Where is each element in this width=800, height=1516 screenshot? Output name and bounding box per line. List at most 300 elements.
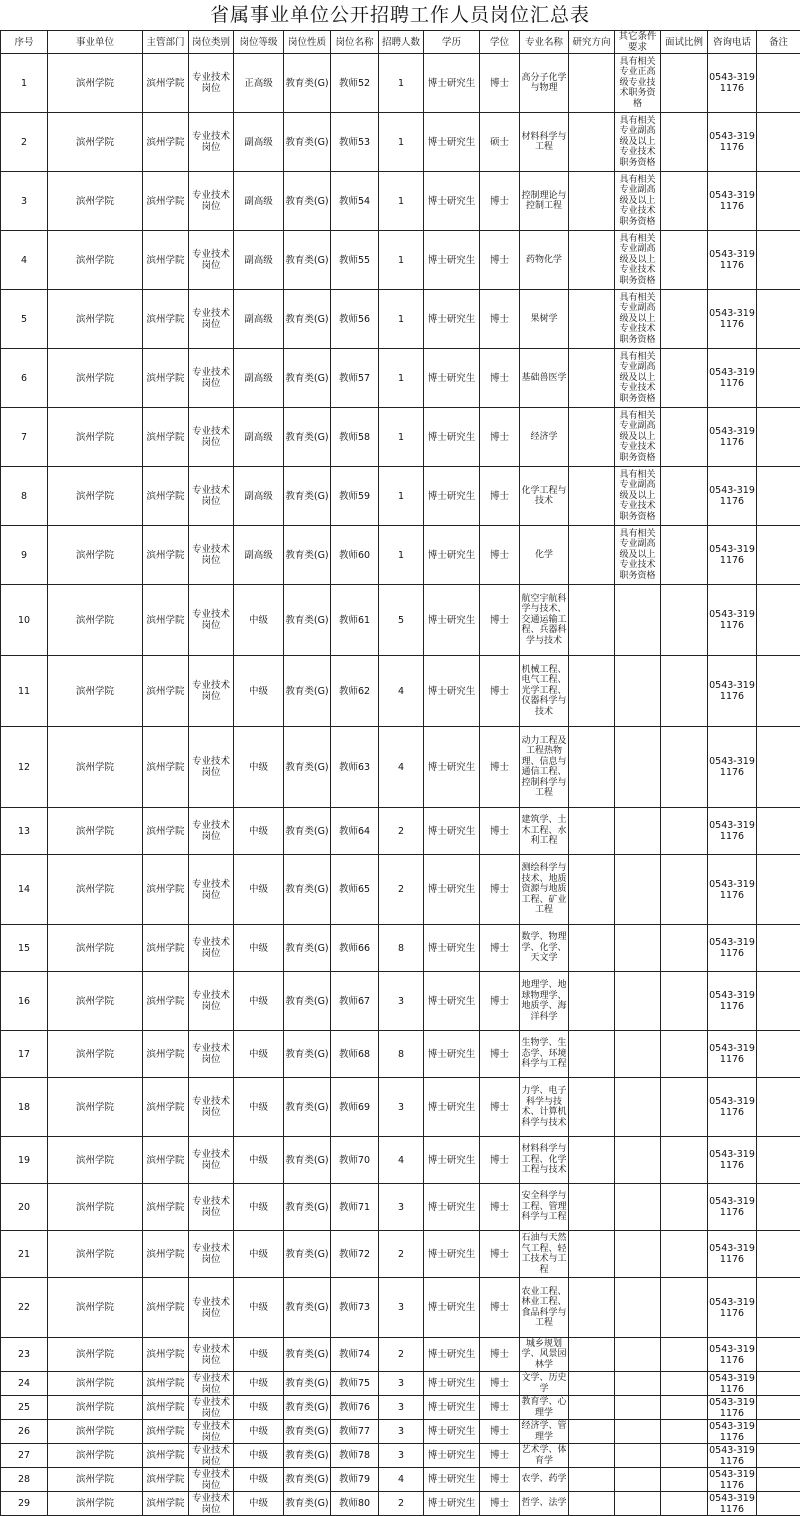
cell-interview-ratio bbox=[661, 585, 708, 656]
cell-requirements bbox=[615, 1444, 661, 1468]
table-row bbox=[1, 526, 800, 585]
cell-dept: 滨州学院 bbox=[143, 656, 189, 727]
cell-direction bbox=[569, 1492, 615, 1516]
cell-unit: 滨州学院 bbox=[48, 972, 143, 1031]
cell-count: 1 bbox=[379, 467, 424, 526]
cell-education: 博士研究生 bbox=[424, 1278, 480, 1338]
cell-interview-ratio bbox=[661, 1396, 708, 1420]
cell-category: 专业技术岗位 bbox=[189, 1420, 234, 1444]
cell-major: 化学工程与技术 bbox=[520, 467, 569, 526]
cell-education: 博士研究生 bbox=[424, 972, 480, 1031]
cell-unit: 滨州学院 bbox=[48, 467, 143, 526]
cell-education: 博士研究生 bbox=[424, 585, 480, 656]
column-header: 面试比例 bbox=[661, 31, 708, 54]
cell-interview-ratio bbox=[661, 1278, 708, 1338]
cell-notes bbox=[757, 290, 800, 349]
cell-nature: 教育类(G) bbox=[284, 113, 331, 172]
cell-notes bbox=[757, 1137, 800, 1184]
cell-count: 3 bbox=[379, 1278, 424, 1338]
cell-category: 专业技术岗位 bbox=[189, 1137, 234, 1184]
cell-phone: 0543-3191176 bbox=[708, 1278, 757, 1338]
cell-count: 3 bbox=[379, 1420, 424, 1444]
table-row bbox=[1, 1031, 800, 1078]
cell-dept: 滨州学院 bbox=[143, 925, 189, 972]
cell-direction bbox=[569, 972, 615, 1031]
cell-requirements bbox=[615, 1338, 661, 1372]
cell-category: 专业技术岗位 bbox=[189, 1396, 234, 1420]
table-row bbox=[1, 1420, 800, 1444]
cell-nature: 教育类(G) bbox=[284, 1444, 331, 1468]
cell-direction bbox=[569, 1444, 615, 1468]
cell-phone: 0543-3191176 bbox=[708, 526, 757, 585]
cell-nature: 教育类(G) bbox=[284, 172, 331, 231]
cell-phone: 0543-3191176 bbox=[708, 172, 757, 231]
column-header: 事业单位 bbox=[48, 31, 143, 54]
table-row bbox=[1, 808, 800, 855]
cell-dept: 滨州学院 bbox=[143, 349, 189, 408]
cell-position: 教师79 bbox=[331, 1468, 379, 1492]
cell-unit: 滨州学院 bbox=[48, 1137, 143, 1184]
cell-unit: 滨州学院 bbox=[48, 1492, 143, 1516]
cell-index: 29 bbox=[1, 1492, 48, 1516]
cell-requirements bbox=[615, 1492, 661, 1516]
cell-unit: 滨州学院 bbox=[48, 925, 143, 972]
cell-direction bbox=[569, 113, 615, 172]
cell-position: 教师66 bbox=[331, 925, 379, 972]
cell-requirements bbox=[615, 1468, 661, 1492]
cell-count: 4 bbox=[379, 656, 424, 727]
cell-notes bbox=[757, 808, 800, 855]
cell-phone: 0543-3191176 bbox=[708, 656, 757, 727]
cell-count: 1 bbox=[379, 349, 424, 408]
cell-dept: 滨州学院 bbox=[143, 1492, 189, 1516]
cell-education: 博士研究生 bbox=[424, 1444, 480, 1468]
cell-grade: 中级 bbox=[234, 1492, 284, 1516]
cell-position: 教师75 bbox=[331, 1372, 379, 1396]
cell-nature: 教育类(G) bbox=[284, 467, 331, 526]
cell-phone: 0543-3191176 bbox=[708, 585, 757, 656]
cell-education: 博士研究生 bbox=[424, 1492, 480, 1516]
cell-degree: 博士 bbox=[480, 1372, 520, 1396]
cell-direction bbox=[569, 925, 615, 972]
cell-major: 安全科学与工程、管理科学与工程 bbox=[520, 1184, 569, 1231]
cell-count: 1 bbox=[379, 290, 424, 349]
cell-dept: 滨州学院 bbox=[143, 231, 189, 290]
cell-direction bbox=[569, 1278, 615, 1338]
cell-nature: 教育类(G) bbox=[284, 1338, 331, 1372]
cell-grade: 中级 bbox=[234, 925, 284, 972]
cell-count: 4 bbox=[379, 1468, 424, 1492]
column-header: 岗位性质 bbox=[284, 31, 331, 54]
cell-grade: 副高级 bbox=[234, 290, 284, 349]
cell-nature: 教育类(G) bbox=[284, 1468, 331, 1492]
cell-education: 博士研究生 bbox=[424, 113, 480, 172]
cell-degree: 博士 bbox=[480, 727, 520, 808]
cell-dept: 滨州学院 bbox=[143, 1137, 189, 1184]
cell-index: 7 bbox=[1, 408, 48, 467]
cell-degree: 博士 bbox=[480, 1420, 520, 1444]
cell-direction bbox=[569, 585, 615, 656]
cell-education: 博士研究生 bbox=[424, 467, 480, 526]
cell-direction bbox=[569, 172, 615, 231]
cell-degree: 博士 bbox=[480, 408, 520, 467]
cell-unit: 滨州学院 bbox=[48, 231, 143, 290]
cell-major: 化学 bbox=[520, 526, 569, 585]
cell-grade: 副高级 bbox=[234, 526, 284, 585]
cell-requirements: 具有相关专业副高级及以上专业技术职务资格 bbox=[615, 467, 661, 526]
cell-unit: 滨州学院 bbox=[48, 656, 143, 727]
cell-interview-ratio bbox=[661, 1492, 708, 1516]
cell-degree: 博士 bbox=[480, 1444, 520, 1468]
cell-phone: 0543-3191176 bbox=[708, 467, 757, 526]
cell-grade: 正高级 bbox=[234, 54, 284, 113]
cell-unit: 滨州学院 bbox=[48, 808, 143, 855]
table-row bbox=[1, 1492, 800, 1516]
cell-requirements bbox=[615, 1137, 661, 1184]
cell-count: 2 bbox=[379, 1492, 424, 1516]
cell-interview-ratio bbox=[661, 1468, 708, 1492]
cell-category: 专业技术岗位 bbox=[189, 727, 234, 808]
cell-interview-ratio bbox=[661, 349, 708, 408]
cell-interview-ratio bbox=[661, 1372, 708, 1396]
cell-major: 农学、药学 bbox=[520, 1468, 569, 1492]
cell-interview-ratio bbox=[661, 290, 708, 349]
cell-grade: 副高级 bbox=[234, 349, 284, 408]
column-header: 咨询电话 bbox=[708, 31, 757, 54]
cell-count: 2 bbox=[379, 808, 424, 855]
cell-direction bbox=[569, 1078, 615, 1137]
cell-grade: 中级 bbox=[234, 1396, 284, 1420]
cell-count: 1 bbox=[379, 408, 424, 467]
cell-notes bbox=[757, 727, 800, 808]
cell-notes bbox=[757, 349, 800, 408]
cell-phone: 0543-3191176 bbox=[708, 1338, 757, 1372]
cell-count: 2 bbox=[379, 1231, 424, 1278]
cell-dept: 滨州学院 bbox=[143, 290, 189, 349]
table-row bbox=[1, 727, 800, 808]
cell-grade: 中级 bbox=[234, 1444, 284, 1468]
cell-notes bbox=[757, 1338, 800, 1372]
cell-requirements bbox=[615, 925, 661, 972]
cell-index: 3 bbox=[1, 172, 48, 231]
cell-degree: 博士 bbox=[480, 1492, 520, 1516]
cell-notes bbox=[757, 172, 800, 231]
cell-requirements bbox=[615, 1372, 661, 1396]
cell-direction bbox=[569, 1372, 615, 1396]
cell-degree: 博士 bbox=[480, 290, 520, 349]
cell-grade: 中级 bbox=[234, 855, 284, 925]
cell-degree: 博士 bbox=[480, 526, 520, 585]
cell-education: 博士研究生 bbox=[424, 408, 480, 467]
cell-degree: 博士 bbox=[480, 925, 520, 972]
cell-grade: 中级 bbox=[234, 1184, 284, 1231]
cell-grade: 中级 bbox=[234, 972, 284, 1031]
cell-notes bbox=[757, 54, 800, 113]
table-row bbox=[1, 1338, 800, 1372]
cell-direction bbox=[569, 1396, 615, 1420]
cell-major: 机械工程、电气工程、光学工程、仪器科学与技术 bbox=[520, 656, 569, 727]
cell-phone: 0543-3191176 bbox=[708, 113, 757, 172]
cell-phone: 0543-3191176 bbox=[708, 855, 757, 925]
cell-count: 1 bbox=[379, 113, 424, 172]
cell-phone: 0543-3191176 bbox=[708, 1420, 757, 1444]
cell-notes bbox=[757, 585, 800, 656]
cell-nature: 教育类(G) bbox=[284, 526, 331, 585]
table-row bbox=[1, 1468, 800, 1492]
cell-requirements: 具有相关专业副高级及以上专业技术职务资格 bbox=[615, 526, 661, 585]
cell-category: 专业技术岗位 bbox=[189, 1184, 234, 1231]
cell-major: 基础兽医学 bbox=[520, 349, 569, 408]
cell-degree: 博士 bbox=[480, 855, 520, 925]
cell-dept: 滨州学院 bbox=[143, 54, 189, 113]
cell-nature: 教育类(G) bbox=[284, 585, 331, 656]
cell-degree: 博士 bbox=[480, 1338, 520, 1372]
cell-education: 博士研究生 bbox=[424, 1420, 480, 1444]
cell-notes bbox=[757, 467, 800, 526]
cell-position: 教师77 bbox=[331, 1420, 379, 1444]
cell-interview-ratio bbox=[661, 54, 708, 113]
table-row bbox=[1, 1396, 800, 1420]
cell-degree: 博士 bbox=[480, 1468, 520, 1492]
cell-unit: 滨州学院 bbox=[48, 1031, 143, 1078]
cell-category: 专业技术岗位 bbox=[189, 925, 234, 972]
table-row bbox=[1, 1137, 800, 1184]
cell-phone: 0543-3191176 bbox=[708, 808, 757, 855]
cell-education: 博士研究生 bbox=[424, 1396, 480, 1420]
cell-category: 专业技术岗位 bbox=[189, 1338, 234, 1372]
cell-degree: 硕士 bbox=[480, 113, 520, 172]
cell-nature: 教育类(G) bbox=[284, 855, 331, 925]
cell-position: 教师70 bbox=[331, 1137, 379, 1184]
cell-nature: 教育类(G) bbox=[284, 408, 331, 467]
cell-requirements bbox=[615, 808, 661, 855]
cell-major: 艺术学、体育学 bbox=[520, 1444, 569, 1468]
column-header: 招聘人数 bbox=[379, 31, 424, 54]
cell-nature: 教育类(G) bbox=[284, 1078, 331, 1137]
cell-unit: 滨州学院 bbox=[48, 526, 143, 585]
cell-notes bbox=[757, 526, 800, 585]
cell-dept: 滨州学院 bbox=[143, 855, 189, 925]
cell-category: 专业技术岗位 bbox=[189, 1492, 234, 1516]
cell-position: 教师55 bbox=[331, 231, 379, 290]
cell-grade: 副高级 bbox=[234, 408, 284, 467]
cell-notes bbox=[757, 1031, 800, 1078]
cell-count: 4 bbox=[379, 727, 424, 808]
cell-count: 8 bbox=[379, 925, 424, 972]
cell-phone: 0543-3191176 bbox=[708, 1372, 757, 1396]
cell-major: 材料科学与工程 bbox=[520, 113, 569, 172]
cell-education: 博士研究生 bbox=[424, 1078, 480, 1137]
cell-interview-ratio bbox=[661, 408, 708, 467]
cell-requirements: 具有相关专业正高级专业技术职务资格 bbox=[615, 54, 661, 113]
cell-grade: 中级 bbox=[234, 585, 284, 656]
cell-education: 博士研究生 bbox=[424, 526, 480, 585]
cell-nature: 教育类(G) bbox=[284, 925, 331, 972]
cell-interview-ratio bbox=[661, 231, 708, 290]
cell-index: 21 bbox=[1, 1231, 48, 1278]
cell-category: 专业技术岗位 bbox=[189, 1372, 234, 1396]
table-row bbox=[1, 290, 800, 349]
table-row bbox=[1, 408, 800, 467]
cell-dept: 滨州学院 bbox=[143, 408, 189, 467]
cell-category: 专业技术岗位 bbox=[189, 855, 234, 925]
cell-requirements bbox=[615, 1031, 661, 1078]
cell-position: 教师72 bbox=[331, 1231, 379, 1278]
cell-position: 教师67 bbox=[331, 972, 379, 1031]
cell-category: 专业技术岗位 bbox=[189, 526, 234, 585]
cell-degree: 博士 bbox=[480, 1078, 520, 1137]
cell-requirements: 具有相关专业副高级及以上专业技术职务资格 bbox=[615, 408, 661, 467]
cell-interview-ratio bbox=[661, 1338, 708, 1372]
cell-unit: 滨州学院 bbox=[48, 585, 143, 656]
cell-notes bbox=[757, 231, 800, 290]
cell-nature: 教育类(G) bbox=[284, 290, 331, 349]
cell-interview-ratio bbox=[661, 1137, 708, 1184]
cell-interview-ratio bbox=[661, 727, 708, 808]
table-row bbox=[1, 467, 800, 526]
cell-direction bbox=[569, 656, 615, 727]
cell-education: 博士研究生 bbox=[424, 231, 480, 290]
cell-position: 教师78 bbox=[331, 1444, 379, 1468]
cell-nature: 教育类(G) bbox=[284, 727, 331, 808]
cell-unit: 滨州学院 bbox=[48, 1372, 143, 1396]
cell-notes bbox=[757, 656, 800, 727]
cell-phone: 0543-3191176 bbox=[708, 1396, 757, 1420]
cell-unit: 滨州学院 bbox=[48, 172, 143, 231]
cell-requirements bbox=[615, 1278, 661, 1338]
cell-notes bbox=[757, 1231, 800, 1278]
cell-interview-ratio bbox=[661, 1444, 708, 1468]
table-row bbox=[1, 972, 800, 1031]
cell-unit: 滨州学院 bbox=[48, 1468, 143, 1492]
cell-count: 2 bbox=[379, 855, 424, 925]
cell-major: 药物化学 bbox=[520, 231, 569, 290]
cell-direction bbox=[569, 54, 615, 113]
cell-interview-ratio bbox=[661, 855, 708, 925]
cell-phone: 0543-3191176 bbox=[708, 727, 757, 808]
cell-degree: 博士 bbox=[480, 1184, 520, 1231]
cell-major: 材料科学与工程、化学工程与技术 bbox=[520, 1137, 569, 1184]
cell-dept: 滨州学院 bbox=[143, 467, 189, 526]
cell-index: 9 bbox=[1, 526, 48, 585]
cell-position: 教师53 bbox=[331, 113, 379, 172]
column-header: 岗位等级 bbox=[234, 31, 284, 54]
cell-interview-ratio bbox=[661, 1231, 708, 1278]
cell-count: 4 bbox=[379, 1137, 424, 1184]
cell-grade: 中级 bbox=[234, 656, 284, 727]
column-header: 其它条件要求 bbox=[615, 31, 661, 54]
cell-position: 教师58 bbox=[331, 408, 379, 467]
cell-degree: 博士 bbox=[480, 54, 520, 113]
table-row bbox=[1, 585, 800, 656]
column-header: 学位 bbox=[480, 31, 520, 54]
cell-category: 专业技术岗位 bbox=[189, 231, 234, 290]
cell-education: 博士研究生 bbox=[424, 1372, 480, 1396]
cell-index: 14 bbox=[1, 855, 48, 925]
cell-interview-ratio bbox=[661, 1184, 708, 1231]
cell-interview-ratio bbox=[661, 925, 708, 972]
cell-position: 教师63 bbox=[331, 727, 379, 808]
cell-interview-ratio bbox=[661, 1420, 708, 1444]
cell-nature: 教育类(G) bbox=[284, 231, 331, 290]
cell-major: 控制理论与控制工程 bbox=[520, 172, 569, 231]
cell-unit: 滨州学院 bbox=[48, 1396, 143, 1420]
cell-count: 3 bbox=[379, 1396, 424, 1420]
cell-requirements bbox=[615, 656, 661, 727]
positions-table bbox=[0, 30, 800, 1516]
cell-education: 博士研究生 bbox=[424, 1231, 480, 1278]
cell-position: 教师60 bbox=[331, 526, 379, 585]
cell-direction bbox=[569, 1184, 615, 1231]
cell-category: 专业技术岗位 bbox=[189, 585, 234, 656]
cell-phone: 0543-3191176 bbox=[708, 972, 757, 1031]
cell-index: 25 bbox=[1, 1396, 48, 1420]
cell-notes bbox=[757, 855, 800, 925]
cell-category: 专业技术岗位 bbox=[189, 1031, 234, 1078]
cell-position: 教师73 bbox=[331, 1278, 379, 1338]
cell-grade: 中级 bbox=[234, 1420, 284, 1444]
cell-phone: 0543-3191176 bbox=[708, 1444, 757, 1468]
cell-direction bbox=[569, 349, 615, 408]
cell-major: 农业工程、林业工程、食品科学与工程 bbox=[520, 1278, 569, 1338]
cell-category: 专业技术岗位 bbox=[189, 1231, 234, 1278]
cell-unit: 滨州学院 bbox=[48, 1420, 143, 1444]
cell-count: 3 bbox=[379, 1444, 424, 1468]
cell-position: 教师61 bbox=[331, 585, 379, 656]
cell-count: 1 bbox=[379, 231, 424, 290]
cell-index: 8 bbox=[1, 467, 48, 526]
cell-education: 博士研究生 bbox=[424, 1338, 480, 1372]
cell-dept: 滨州学院 bbox=[143, 113, 189, 172]
column-header: 岗位名称 bbox=[331, 31, 379, 54]
cell-major: 生物学、生态学、环境科学与工程 bbox=[520, 1031, 569, 1078]
cell-notes bbox=[757, 113, 800, 172]
column-header: 主管部门 bbox=[143, 31, 189, 54]
cell-unit: 滨州学院 bbox=[48, 1444, 143, 1468]
cell-major: 城乡规划学、风景园林学 bbox=[520, 1338, 569, 1372]
cell-index: 19 bbox=[1, 1137, 48, 1184]
cell-major: 航空宇航科学与技术、交通运输工程、兵器科学与技术 bbox=[520, 585, 569, 656]
cell-count: 3 bbox=[379, 1372, 424, 1396]
table-row bbox=[1, 1444, 800, 1468]
cell-interview-ratio bbox=[661, 1031, 708, 1078]
cell-index: 2 bbox=[1, 113, 48, 172]
cell-dept: 滨州学院 bbox=[143, 1031, 189, 1078]
table-row bbox=[1, 172, 800, 231]
cell-direction bbox=[569, 231, 615, 290]
cell-category: 专业技术岗位 bbox=[189, 172, 234, 231]
cell-phone: 0543-3191176 bbox=[708, 1492, 757, 1516]
cell-index: 5 bbox=[1, 290, 48, 349]
cell-index: 12 bbox=[1, 727, 48, 808]
cell-major: 测绘科学与技术、地质资源与地质工程、矿业工程 bbox=[520, 855, 569, 925]
cell-notes bbox=[757, 1396, 800, 1420]
cell-notes bbox=[757, 408, 800, 467]
cell-position: 教师52 bbox=[331, 54, 379, 113]
cell-degree: 博士 bbox=[480, 1396, 520, 1420]
cell-phone: 0543-3191176 bbox=[708, 1078, 757, 1137]
cell-dept: 滨州学院 bbox=[143, 1420, 189, 1444]
cell-grade: 副高级 bbox=[234, 467, 284, 526]
column-header: 专业名称 bbox=[520, 31, 569, 54]
cell-dept: 滨州学院 bbox=[143, 1396, 189, 1420]
cell-index: 26 bbox=[1, 1420, 48, 1444]
cell-major: 果树学 bbox=[520, 290, 569, 349]
cell-dept: 滨州学院 bbox=[143, 526, 189, 585]
cell-major: 石油与天然气工程、轻工技术与工程 bbox=[520, 1231, 569, 1278]
cell-dept: 滨州学院 bbox=[143, 1231, 189, 1278]
cell-category: 专业技术岗位 bbox=[189, 972, 234, 1031]
